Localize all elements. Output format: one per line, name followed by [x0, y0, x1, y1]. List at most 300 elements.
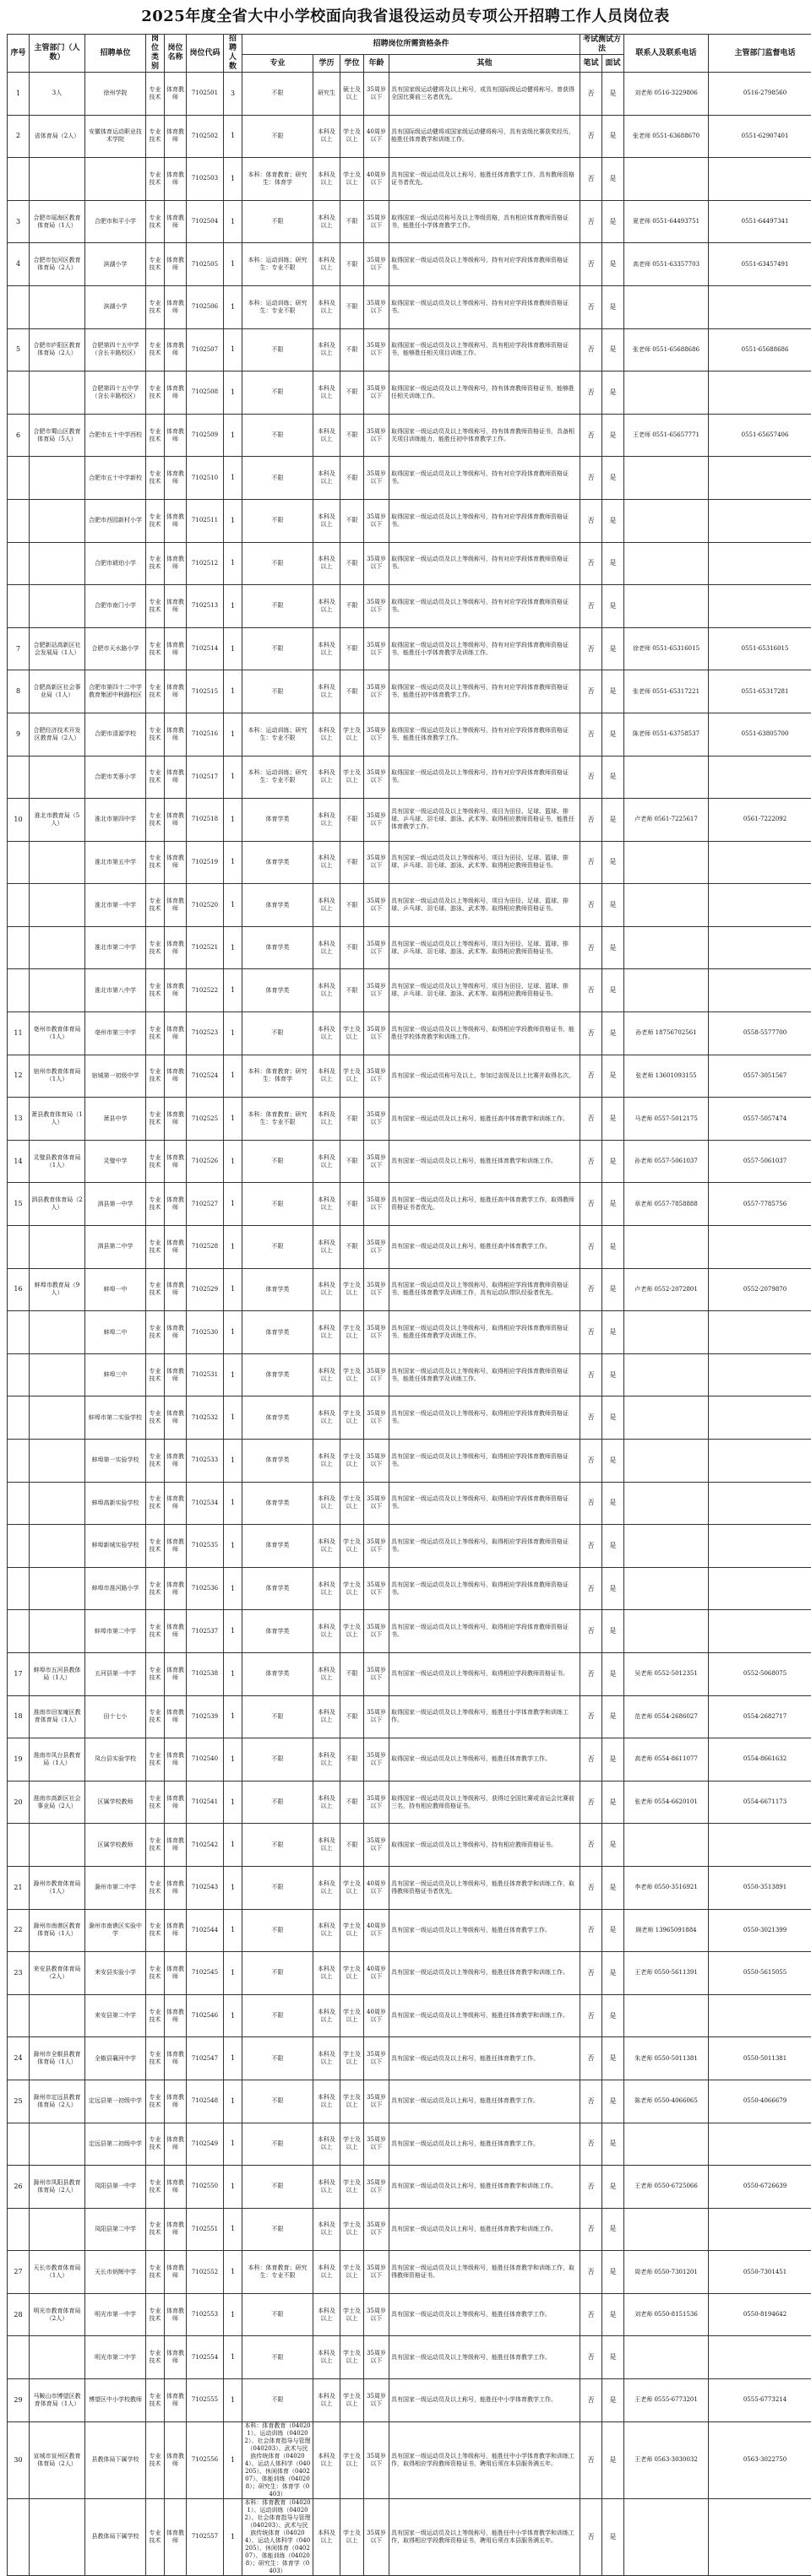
edu-cell: 本科及以上 [313, 1567, 340, 1610]
age-cell: 40周岁以下 [364, 115, 389, 158]
contact-cell [624, 969, 709, 1012]
other-cell: 具有国家一级运动员及以上等级称号，取得相应学段体育教师资格证书。 [389, 1482, 580, 1525]
degree-cell: 学士及以上 [340, 1012, 364, 1055]
num-cell: 1 [224, 627, 242, 670]
post-code-cell: 7102508 [187, 371, 224, 415]
degree-cell: 学士及以上 [340, 1994, 364, 2037]
post-name-cell: 体育教师 [165, 2037, 187, 2080]
age-cell: 35周岁以下 [364, 585, 389, 628]
major-cell: 不限 [242, 1866, 313, 1909]
contact-cell: 陈老师 0551-63758537 [624, 713, 709, 756]
seq-cell: 10 [8, 799, 30, 842]
supervise-cell: 0557-3051567 [709, 1055, 811, 1098]
unit-cell: 滁州市南谯区实验中学 [85, 1909, 146, 1952]
unit-cell: 蚌埠二中 [85, 1311, 146, 1354]
post-code-cell: 7102501 [187, 73, 224, 116]
age-cell: 40周岁以下 [364, 1952, 389, 1995]
post-name-cell: 体育教师 [165, 1695, 187, 1738]
table-row [8, 2208, 811, 2251]
seq-cell: 6 [8, 414, 30, 457]
post-cat-cell: 专业技术 [146, 1140, 165, 1183]
table-row [8, 371, 811, 415]
edu-cell: 本科及以上 [313, 969, 340, 1012]
major-cell: 体育学类 [242, 1311, 313, 1354]
major-cell: 不限 [242, 200, 313, 243]
major-cell: 不限 [242, 2080, 313, 2123]
post-name-cell: 体育教师 [165, 799, 187, 842]
edu-cell: 本科及以上 [313, 1183, 340, 1226]
post-cat-cell: 专业技术 [146, 1226, 165, 1269]
other-cell: 具有国家一级运动员及以上称号，能胜任高中体育教学和训练工作。 [389, 1098, 580, 1141]
post-name-cell: 体育教师 [165, 884, 187, 927]
contact-cell: 王老师 0563-3030032 [624, 2421, 709, 2498]
post-cat-cell: 专业技术 [146, 2379, 165, 2422]
age-cell: 35周岁以下 [364, 2421, 389, 2498]
interview-cell: 是 [602, 926, 624, 969]
written-cell: 否 [580, 1610, 602, 1653]
post-name-cell: 体育教师 [165, 115, 187, 158]
interview-cell: 是 [602, 1695, 624, 1738]
table-row [8, 1695, 811, 1738]
seq-cell [8, 542, 30, 585]
table-row [8, 884, 811, 927]
supervise-cell: 0551-65688686 [709, 328, 811, 371]
supervise-cell [709, 926, 811, 969]
table-row [8, 969, 811, 1012]
supervise-cell: 0551-64497341 [709, 200, 811, 243]
written-cell: 否 [580, 2080, 602, 2123]
unit-cell: 蚌埠三中 [85, 1353, 146, 1396]
contact-cell: 李老师 0550-3516921 [624, 1866, 709, 1909]
seq-cell [8, 884, 30, 927]
other-cell: 具有国家一级运动员及以上称号，能胜任体育教学和训练工作。 [389, 1140, 580, 1183]
interview-cell: 是 [602, 1268, 624, 1311]
num-cell: 1 [224, 2379, 242, 2422]
seq-cell: 12 [8, 1055, 30, 1098]
post-cat-cell: 专业技术 [146, 1268, 165, 1311]
unit-cell: 定远县第二初级中学 [85, 2123, 146, 2166]
major-cell: 不限 [242, 2293, 313, 2336]
seq-cell [8, 926, 30, 969]
dept-cell: 3人 [30, 73, 85, 116]
major-cell: 不限 [242, 1738, 313, 1782]
num-cell: 1 [224, 1055, 242, 1098]
dept-cell: 淮南市高新区社会事业局（2人） [30, 1781, 85, 1824]
num-cell: 1 [224, 243, 242, 286]
post-name-cell: 体育教师 [165, 627, 187, 670]
seq-cell [8, 585, 30, 628]
table-row [8, 1952, 811, 1995]
age-cell: 35周岁以下 [364, 1482, 389, 1525]
dept-cell [30, 884, 85, 927]
degree-cell: 不限 [340, 1738, 364, 1782]
major-cell: 不限 [242, 414, 313, 457]
contact-cell [624, 585, 709, 628]
num-cell: 1 [224, 1866, 242, 1909]
interview-cell: 是 [602, 1396, 624, 1440]
major-cell: 不限 [242, 371, 313, 415]
seq-cell [8, 756, 30, 799]
contact-cell: 刘老师 0516-3229806 [624, 73, 709, 116]
interview-cell: 是 [602, 2123, 624, 2166]
edu-cell: 本科及以上 [313, 2251, 340, 2294]
major-cell: 体育学类 [242, 926, 313, 969]
interview-cell: 是 [602, 585, 624, 628]
post-code-cell: 7102504 [187, 200, 224, 243]
dept-cell [30, 2123, 85, 2166]
major-cell: 本科：体育教育（040201）、运动训练（040202）、社会体育指导与管理（040203）、武术与民族传统体育（040204）、运动人体科学（040205）、休闲体育（040207）、体能训练（040208）；研究生：体育学（0403） [242, 2421, 313, 2498]
other-cell: 具有国家一级运动员及以上称号，能胜任高中体育教学工作。 [389, 1226, 580, 1269]
other-cell: 具有国家一级运动员及以上等级称号，项目为田径、足球、篮球、排球、乒乓球、羽毛球、游泳、武术等。取得相应教师资格证书。 [389, 841, 580, 884]
degree-cell: 不限 [340, 542, 364, 585]
dept-cell: 合肥新站高新区社会发展局（1人） [30, 627, 85, 670]
written-cell: 否 [580, 2123, 602, 2166]
post-name-cell: 体育教师 [165, 1781, 187, 1824]
supervise-cell [709, 841, 811, 884]
written-cell: 否 [580, 499, 602, 542]
num-cell: 1 [224, 1909, 242, 1952]
post-cat-cell: 专业技术 [146, 670, 165, 713]
edu-cell: 本科及以上 [313, 2336, 340, 2379]
table-row [8, 1824, 811, 1867]
degree-cell: 不限 [340, 1652, 364, 1695]
degree-cell: 不限 [340, 1781, 364, 1824]
contact-cell: 孙老师 0557-5061037 [624, 1140, 709, 1183]
edu-cell: 本科及以上 [313, 2421, 340, 2498]
post-name-cell: 体育教师 [165, 969, 187, 1012]
unit-cell: 定远县第一初级中学 [85, 2080, 146, 2123]
post-cat-cell: 专业技术 [146, 1866, 165, 1909]
seq-cell [8, 499, 30, 542]
age-cell: 40周岁以下 [364, 1994, 389, 2037]
post-cat-cell: 专业技术 [146, 1781, 165, 1824]
post-name-cell: 体育教师 [165, 243, 187, 286]
post-cat-cell: 专业技术 [146, 1994, 165, 2037]
supervise-cell: 0550-8194642 [709, 2293, 811, 2336]
post-cat-cell: 专业技术 [146, 1183, 165, 1226]
degree-cell: 不限 [340, 884, 364, 927]
post-name-cell: 体育教师 [165, 1652, 187, 1695]
unit-cell: 淮北市第一中学 [85, 884, 146, 927]
post-cat-cell: 专业技术 [146, 1482, 165, 1525]
post-cat-cell: 专业技术 [146, 285, 165, 328]
other-cell: 具有国家一级运动员及以上等级称号，能胜任体育教学和训练工作，取得教师资格证书者优先。 [389, 1866, 580, 1909]
post-name-cell: 体育教师 [165, 1183, 187, 1226]
header-edu: 学历 [313, 55, 340, 73]
post-code-cell: 7102538 [187, 1652, 224, 1695]
seq-cell [8, 1440, 30, 1483]
interview-cell: 是 [602, 73, 624, 116]
written-cell: 否 [580, 2498, 602, 2575]
header-post-code: 岗位代码 [187, 35, 224, 73]
post-code-cell: 7102531 [187, 1353, 224, 1396]
contact-cell [624, 542, 709, 585]
other-cell: 取得国家一级运动员及以上等级称号，持有对应学段体育教师资格证书。 [389, 542, 580, 585]
supervise-cell [709, 457, 811, 500]
edu-cell: 本科及以上 [313, 1525, 340, 1568]
other-cell: 具有国家一级运动员及以上等级称号，项目为田径、足球、篮球、排球、乒乓球、羽毛球、游泳、武术等。取得相应教师资格证书。 [389, 926, 580, 969]
table-row [8, 1738, 811, 1782]
table-row [8, 2037, 811, 2080]
written-cell: 否 [580, 1440, 602, 1483]
seq-cell [8, 2123, 30, 2166]
major-cell: 不限 [242, 1140, 313, 1183]
num-cell: 1 [224, 1482, 242, 1525]
major-cell: 不限 [242, 2208, 313, 2251]
degree-cell: 学士及以上 [340, 2037, 364, 2080]
interview-cell: 是 [602, 457, 624, 500]
table-row [8, 756, 811, 799]
unit-cell: 五河县第一中学 [85, 1652, 146, 1695]
dept-cell [30, 1226, 85, 1269]
dept-cell: 滁州市南谯区教育体育局（1人） [30, 1909, 85, 1952]
seq-cell: 2 [8, 115, 30, 158]
post-code-cell: 7102535 [187, 1525, 224, 1568]
seq-cell: 20 [8, 1781, 30, 1824]
major-cell: 本科：体育教育；研究生：专业不限 [242, 2251, 313, 2294]
supervise-cell [709, 2123, 811, 2166]
num-cell: 1 [224, 542, 242, 585]
unit-cell: 合肥市和平小学 [85, 200, 146, 243]
interview-cell: 是 [602, 1824, 624, 1867]
degree-cell: 不限 [340, 371, 364, 415]
post-name-cell: 体育教师 [165, 670, 187, 713]
degree-cell: 学士及以上 [340, 2251, 364, 2294]
post-name-cell: 体育教师 [165, 457, 187, 500]
supervise-cell [709, 285, 811, 328]
interview-cell: 是 [602, 2293, 624, 2336]
written-cell: 否 [580, 713, 602, 756]
degree-cell: 学士及以上 [340, 2498, 364, 2575]
seq-cell [8, 1396, 30, 1440]
contact-cell [624, 371, 709, 415]
num-cell: 1 [224, 414, 242, 457]
major-cell: 不限 [242, 328, 313, 371]
unit-cell: 合肥市清源学校 [85, 713, 146, 756]
written-cell: 否 [580, 2336, 602, 2379]
post-name-cell: 体育教师 [165, 713, 187, 756]
degree-cell: 学士及以上 [340, 158, 364, 201]
post-name-cell: 体育教师 [165, 499, 187, 542]
post-code-cell: 7102536 [187, 1567, 224, 1610]
age-cell: 35周岁以下 [364, 969, 389, 1012]
unit-cell: 灵璧中学 [85, 1140, 146, 1183]
written-cell: 否 [580, 243, 602, 286]
dept-cell: 淮北市教育局（5人） [30, 799, 85, 842]
contact-cell: 章老师 0557-7858888 [624, 1183, 709, 1226]
degree-cell: 不限 [340, 627, 364, 670]
contact-cell: 高老师 0554-8611077 [624, 1738, 709, 1782]
supervise-cell [709, 1525, 811, 1568]
edu-cell: 本科及以上 [313, 1824, 340, 1867]
post-cat-cell: 专业技术 [146, 713, 165, 756]
post-code-cell: 7102516 [187, 713, 224, 756]
unit-cell: 凤台县实验学校 [85, 1738, 146, 1782]
major-cell: 不限 [242, 73, 313, 116]
degree-cell: 不限 [340, 243, 364, 286]
written-cell: 否 [580, 457, 602, 500]
edu-cell: 本科及以上 [313, 1695, 340, 1738]
degree-cell: 学士及以上 [340, 2123, 364, 2166]
post-cat-cell: 专业技术 [146, 2208, 165, 2251]
post-code-cell: 7102521 [187, 926, 224, 969]
edu-cell: 本科及以上 [313, 756, 340, 799]
supervise-cell: 0551-65657406 [709, 414, 811, 457]
other-cell: 取得国家一级运动员及以上等级称号，持有相应教师资格证书。 [389, 1824, 580, 1867]
interview-cell: 是 [602, 499, 624, 542]
contact-cell [624, 1396, 709, 1440]
dept-cell: 宣城市宣州区教育体育局（2人） [30, 2421, 85, 2498]
post-name-cell: 体育教师 [165, 2123, 187, 2166]
supervise-cell [709, 1994, 811, 2037]
contact-cell: 吴老师 0552-5012351 [624, 1652, 709, 1695]
post-code-cell: 7102511 [187, 499, 224, 542]
post-code-cell: 7102512 [187, 542, 224, 585]
supervise-cell: 0551-65317281 [709, 670, 811, 713]
seq-cell: 3 [8, 200, 30, 243]
major-cell: 本科：体育教育；研究生：体育学 [242, 1055, 313, 1098]
interview-cell: 是 [602, 1952, 624, 1995]
supervise-cell: 0557-7785756 [709, 1183, 811, 1226]
dept-cell: 合肥经济技术开发区教育局（2人） [30, 713, 85, 756]
post-name-cell: 体育教师 [165, 756, 187, 799]
table-row [8, 2336, 811, 2379]
edu-cell: 本科及以上 [313, 1012, 340, 1055]
age-cell: 40周岁以下 [364, 158, 389, 201]
contact-cell [624, 841, 709, 884]
degree-cell: 不限 [340, 1226, 364, 1269]
seq-cell [8, 1525, 30, 1568]
degree-cell: 学士及以上 [340, 1396, 364, 1440]
interview-cell: 是 [602, 799, 624, 842]
dept-cell [30, 1994, 85, 2037]
contact-cell: 马老师 0557-5012175 [624, 1098, 709, 1141]
post-name-cell: 体育教师 [165, 2080, 187, 2123]
table-row [8, 2421, 811, 2498]
post-cat-cell: 专业技术 [146, 1440, 165, 1483]
post-cat-cell: 专业技术 [146, 243, 165, 286]
written-cell: 否 [580, 1268, 602, 1311]
table-row [8, 1440, 811, 1483]
post-code-cell: 7102529 [187, 1268, 224, 1311]
dept-cell [30, 2336, 85, 2379]
dept-cell: 萧县教育体育局（1人） [30, 1098, 85, 1141]
dept-cell: 合肥市庐阳区教育体育局（2人） [30, 328, 85, 371]
degree-cell: 学士及以上 [340, 1866, 364, 1909]
unit-cell: 明光市第一中学 [85, 2293, 146, 2336]
dept-cell [30, 457, 85, 500]
seq-cell: 8 [8, 670, 30, 713]
supervise-cell [709, 2208, 811, 2251]
degree-cell: 学士及以上 [340, 2293, 364, 2336]
post-name-cell: 体育教师 [165, 2336, 187, 2379]
num-cell: 1 [224, 2166, 242, 2209]
written-cell: 否 [580, 1909, 602, 1952]
degree-cell: 学士及以上 [340, 1268, 364, 1311]
dept-cell: 蚌埠市五河县教体局（1人） [30, 1652, 85, 1695]
major-cell: 不限 [242, 1909, 313, 1952]
dept-cell: 来安县教育体育局（2人） [30, 1952, 85, 1995]
supervise-cell [709, 585, 811, 628]
seq-cell: 4 [8, 243, 30, 286]
supervise-cell: 0557-5061037 [709, 1140, 811, 1183]
degree-cell: 不限 [340, 799, 364, 842]
written-cell: 否 [580, 1140, 602, 1183]
interview-cell: 是 [602, 969, 624, 1012]
edu-cell: 研究生 [313, 73, 340, 116]
dept-cell [30, 969, 85, 1012]
post-name-cell: 体育教师 [165, 2208, 187, 2251]
age-cell: 35周岁以下 [364, 1781, 389, 1824]
post-code-cell: 7102506 [187, 285, 224, 328]
interview-cell: 是 [602, 158, 624, 201]
written-cell: 否 [580, 1567, 602, 1610]
degree-cell: 不限 [340, 1098, 364, 1141]
post-code-cell: 7102544 [187, 1909, 224, 1952]
dept-cell [30, 1311, 85, 1354]
supervise-cell: 0551-62907401 [709, 115, 811, 158]
interview-cell: 是 [602, 627, 624, 670]
post-name-cell: 体育教师 [165, 1226, 187, 1269]
interview-cell: 是 [602, 371, 624, 415]
supervise-cell: 0557-5057474 [709, 1098, 811, 1141]
written-cell: 否 [580, 1824, 602, 1867]
edu-cell: 本科及以上 [313, 799, 340, 842]
header-other: 其他 [389, 55, 580, 73]
edu-cell: 本科及以上 [313, 1311, 340, 1354]
post-cat-cell: 专业技术 [146, 1525, 165, 1568]
table-row [8, 2166, 811, 2209]
major-cell: 不限 [242, 1824, 313, 1867]
num-cell: 1 [224, 1353, 242, 1396]
dept-cell: 滁州市凤阳县教育体育局（2人） [30, 2166, 85, 2209]
post-cat-cell: 专业技术 [146, 2293, 165, 2336]
supervise-cell [709, 1482, 811, 1525]
age-cell: 35周岁以下 [364, 799, 389, 842]
other-cell: 取得国家一级运动员及以上等级称号，持有对应学段体育教师资格证书。 [389, 756, 580, 799]
unit-cell: 亳州市第三中学 [85, 1012, 146, 1055]
table-row [8, 1567, 811, 1610]
interview-cell: 是 [602, 1311, 624, 1354]
post-cat-cell: 专业技术 [146, 2336, 165, 2379]
contact-cell: 陈老师 0550-4066065 [624, 2080, 709, 2123]
num-cell: 1 [224, 926, 242, 969]
interview-cell: 是 [602, 1140, 624, 1183]
other-cell: 具有国家一级运动员及以上等级称号，取得相应学段体育教师资格证书。 [389, 1396, 580, 1440]
major-cell: 不限 [242, 1695, 313, 1738]
post-name-cell: 体育教师 [165, 1738, 187, 1782]
major-cell: 体育学类 [242, 1268, 313, 1311]
table-row [8, 2379, 811, 2422]
age-cell: 35周岁以下 [364, 1183, 389, 1226]
post-cat-cell: 专业技术 [146, 2080, 165, 2123]
interview-cell: 是 [602, 1226, 624, 1269]
unit-cell: 全椒县襄河中学 [85, 2037, 146, 2080]
header-degree: 学位 [340, 55, 364, 73]
degree-cell: 不限 [340, 328, 364, 371]
age-cell: 35周岁以下 [364, 1824, 389, 1867]
post-code-cell: 7102523 [187, 1012, 224, 1055]
num-cell: 1 [224, 328, 242, 371]
supervise-cell: 0550-4066679 [709, 2080, 811, 2123]
major-cell: 本科：运动训练；研究生：专业不限 [242, 243, 313, 286]
post-code-cell: 7102514 [187, 627, 224, 670]
contact-cell: 卢老师 0561-7225617 [624, 799, 709, 842]
seq-cell: 26 [8, 2166, 30, 2209]
written-cell: 否 [580, 1353, 602, 1396]
edu-cell: 本科及以上 [313, 1952, 340, 1995]
interview-cell: 是 [602, 1183, 624, 1226]
